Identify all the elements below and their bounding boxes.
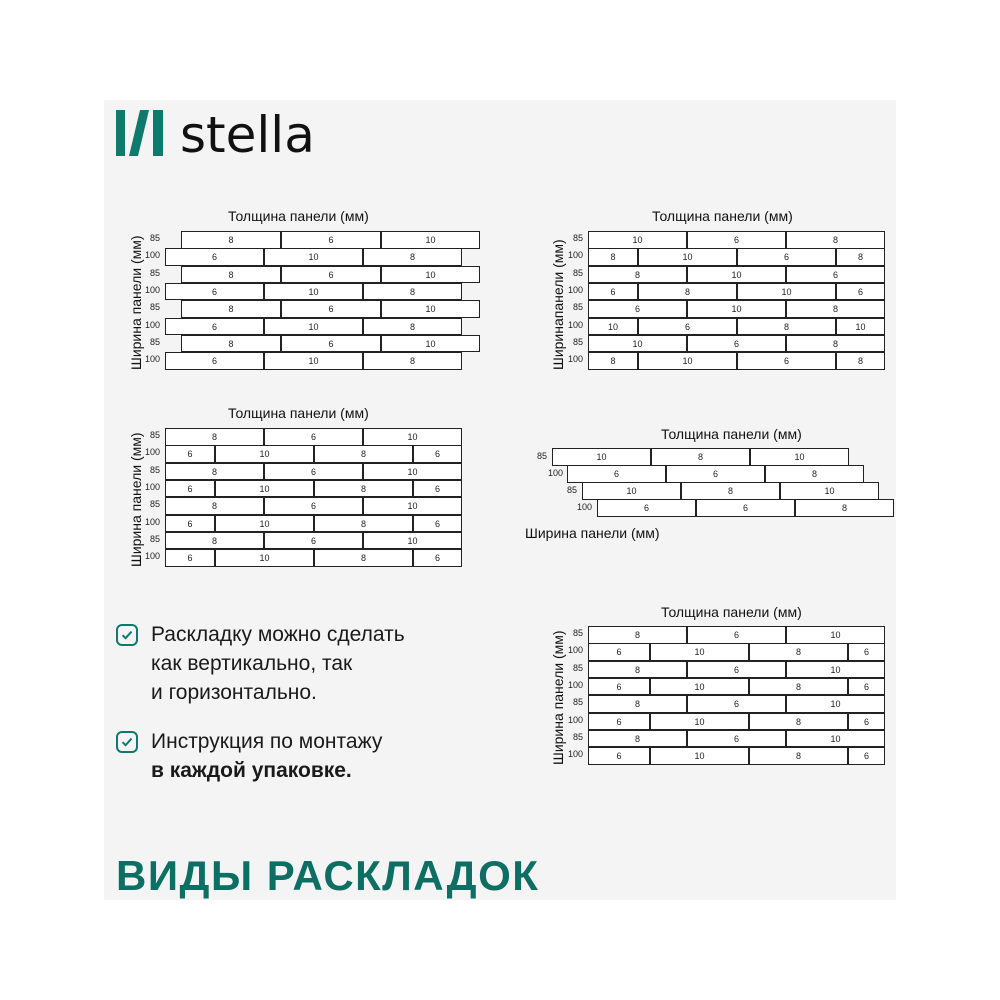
panel-cell: 10 bbox=[264, 248, 363, 266]
diagram-side-label: Ширинапанели (мм) bbox=[550, 239, 566, 370]
panel-cell: 10 bbox=[582, 482, 681, 500]
row-width-label: 85 bbox=[149, 302, 160, 313]
panel-cell: 8 bbox=[165, 532, 264, 550]
panel-cell: 8 bbox=[181, 266, 281, 284]
panel-cell: 10 bbox=[650, 643, 749, 661]
diagram-side-label: Ширина панели (мм) bbox=[525, 525, 660, 541]
panel-cell: 6 bbox=[687, 335, 786, 353]
diagram-title: Толщина панели (мм) bbox=[652, 208, 793, 224]
panel-cell: 8 bbox=[737, 318, 836, 336]
panel-cell: 10 bbox=[588, 231, 687, 249]
panel-cell: 10 bbox=[215, 480, 314, 498]
row-width-label: 100 bbox=[567, 319, 583, 330]
panel-cell: 10 bbox=[836, 318, 885, 336]
panel-cell: 6 bbox=[413, 480, 462, 498]
panel-cell: 6 bbox=[687, 695, 786, 713]
panel-cell: 8 bbox=[363, 283, 462, 301]
panel-cell: 6 bbox=[588, 300, 687, 318]
panel-cell: 6 bbox=[264, 463, 363, 481]
panel-cell: 6 bbox=[165, 318, 264, 336]
footer-title: ВИДЫ РАСКЛАДОК bbox=[116, 852, 540, 899]
panel-cell: 10 bbox=[363, 532, 462, 550]
feature-bold-line: в каждой упаковке. bbox=[151, 759, 352, 782]
panel-cell: 8 bbox=[165, 463, 264, 481]
panel-cell: 8 bbox=[588, 730, 687, 748]
panel-cell: 10 bbox=[264, 283, 363, 301]
diagram-title: Толщина панели (мм) bbox=[661, 426, 802, 442]
panel-cell: 6 bbox=[696, 499, 795, 517]
panel-cell: 10 bbox=[381, 266, 480, 284]
panel-cell: 10 bbox=[650, 678, 749, 696]
row-width-label: 85 bbox=[572, 731, 583, 742]
panel-cell: 6 bbox=[687, 231, 786, 249]
row-width-label: 100 bbox=[144, 284, 160, 295]
row-width-label: 100 bbox=[576, 502, 592, 512]
panel-cell: 10 bbox=[588, 335, 687, 353]
row-width-label: 100 bbox=[144, 250, 160, 261]
panel-cell: 8 bbox=[588, 266, 687, 284]
panel-cell: 8 bbox=[314, 445, 413, 463]
panel-cell: 6 bbox=[281, 335, 381, 353]
panel-cell: 8 bbox=[363, 352, 462, 370]
panel-cell: 8 bbox=[681, 482, 780, 500]
panel-cell: 10 bbox=[363, 463, 462, 481]
panel-cell: 10 bbox=[786, 730, 885, 748]
row-width-label: 85 bbox=[536, 451, 547, 461]
panel-cell: 8 bbox=[786, 231, 885, 249]
row-width-label: 85 bbox=[149, 430, 160, 440]
feature-line: и горизонтально. bbox=[151, 681, 317, 704]
row-width-label: 85 bbox=[149, 499, 160, 510]
checkmark-icon bbox=[116, 624, 138, 646]
panel-cell: 10 bbox=[786, 661, 885, 679]
panel-cell: 6 bbox=[737, 248, 836, 266]
panel-cell: 6 bbox=[413, 515, 462, 533]
panel-cell: 10 bbox=[737, 283, 836, 301]
panel-cell: 8 bbox=[765, 465, 864, 483]
stella-logo bbox=[116, 106, 315, 164]
panel-cell: 10 bbox=[650, 747, 749, 765]
panel-cell: 6 bbox=[165, 248, 264, 266]
panel-cell: 6 bbox=[666, 465, 765, 483]
panel-cell: 10 bbox=[786, 695, 885, 713]
row-width-label: 85 bbox=[149, 533, 160, 544]
panel-cell: 10 bbox=[363, 497, 462, 515]
panel-cell: 6 bbox=[687, 661, 786, 679]
row-width-label: 85 bbox=[566, 485, 577, 495]
panel-cell: 6 bbox=[588, 747, 650, 765]
diagram-side-label: Ширина панели (мм) bbox=[550, 630, 566, 765]
panel-cell: 8 bbox=[165, 428, 264, 446]
panel-cell: 6 bbox=[588, 678, 650, 696]
feature-line: Раскладку можно сделать bbox=[151, 623, 405, 646]
panel-cell: 10 bbox=[215, 549, 314, 567]
brand-name: stella bbox=[180, 106, 315, 164]
panel-cell: 6 bbox=[848, 713, 885, 731]
feature-item-layout bbox=[116, 620, 496, 710]
panel-cell: 10 bbox=[381, 231, 480, 249]
panel-cell: 6 bbox=[165, 515, 215, 533]
checkmark-icon bbox=[116, 731, 138, 753]
panel-cell: 6 bbox=[588, 283, 638, 301]
panel-cell: 8 bbox=[836, 248, 885, 266]
panel-cell: 10 bbox=[381, 335, 480, 353]
panel-cell: 6 bbox=[165, 445, 215, 463]
panel-cell: 10 bbox=[638, 248, 737, 266]
panel-cell: 10 bbox=[687, 266, 786, 284]
panel-cell: 6 bbox=[281, 231, 381, 249]
row-width-label: 100 bbox=[144, 516, 160, 527]
panel-cell: 8 bbox=[181, 335, 281, 353]
panel-cell: 8 bbox=[749, 713, 848, 731]
panel-cell: 6 bbox=[413, 549, 462, 567]
panel-cell: 10 bbox=[650, 713, 749, 731]
panel-cell: 10 bbox=[786, 626, 885, 644]
panel-cell: 6 bbox=[848, 643, 885, 661]
panel-cell: 6 bbox=[848, 678, 885, 696]
panel-cell: 8 bbox=[786, 335, 885, 353]
row-width-label: 85 bbox=[572, 336, 583, 347]
panel-cell: 6 bbox=[687, 730, 786, 748]
panel-cell: 6 bbox=[165, 480, 215, 498]
row-width-label: 100 bbox=[567, 284, 583, 295]
panel-cell: 6 bbox=[165, 352, 264, 370]
feature-line: как вертикально, так bbox=[151, 652, 353, 675]
panel-cell: 10 bbox=[552, 448, 651, 466]
row-width-label: 85 bbox=[572, 302, 583, 313]
row-width-label: 85 bbox=[572, 233, 583, 243]
panel-cell: 6 bbox=[264, 428, 363, 446]
row-width-label: 100 bbox=[567, 749, 583, 760]
panel-cell: 10 bbox=[588, 318, 638, 336]
feature-text-instructions bbox=[151, 727, 382, 785]
panel-cell: 6 bbox=[687, 626, 786, 644]
panel-cell: 6 bbox=[786, 266, 885, 284]
panel-cell: 8 bbox=[314, 480, 413, 498]
row-width-label: 100 bbox=[144, 551, 160, 562]
panel-cell: 10 bbox=[750, 448, 849, 466]
panel-cell: 6 bbox=[567, 465, 666, 483]
panel-cell: 8 bbox=[588, 661, 687, 679]
row-width-label: 85 bbox=[149, 267, 160, 278]
row-width-label: 85 bbox=[572, 697, 583, 708]
panel-cell: 8 bbox=[314, 515, 413, 533]
panel-cell: 10 bbox=[638, 352, 737, 370]
panel-cell: 6 bbox=[264, 532, 363, 550]
panel-cell: 8 bbox=[588, 248, 638, 266]
row-width-label: 85 bbox=[149, 233, 160, 243]
panel-cell: 6 bbox=[588, 643, 650, 661]
panel-cell: 6 bbox=[588, 713, 650, 731]
panel-cell: 8 bbox=[363, 318, 462, 336]
panel-cell: 8 bbox=[836, 352, 885, 370]
panel-cell: 6 bbox=[281, 300, 381, 318]
stella-logo-mark-icon bbox=[116, 108, 168, 158]
panel-cell: 8 bbox=[588, 352, 638, 370]
row-width-label: 100 bbox=[144, 354, 160, 365]
diagram-title: Толщина панели (мм) bbox=[228, 405, 369, 421]
panel-cell: 10 bbox=[381, 300, 480, 318]
diagram-title: Толщина панели (мм) bbox=[228, 208, 369, 224]
feature-item-instructions bbox=[116, 727, 496, 787]
panel-cell: 10 bbox=[215, 515, 314, 533]
row-width-label: 100 bbox=[547, 468, 563, 478]
panel-cell: 8 bbox=[795, 499, 894, 517]
panel-cell: 8 bbox=[588, 695, 687, 713]
panel-cell: 10 bbox=[687, 300, 786, 318]
panel-cell: 8 bbox=[181, 231, 281, 249]
panel-cell: 8 bbox=[363, 248, 462, 266]
row-width-label: 100 bbox=[567, 250, 583, 261]
panel-cell: 6 bbox=[737, 352, 836, 370]
row-width-label: 100 bbox=[567, 679, 583, 690]
panel-cell: 8 bbox=[651, 448, 750, 466]
diagram-side-label: Ширина панели (мм) bbox=[128, 432, 144, 567]
panel-cell: 8 bbox=[165, 497, 264, 515]
panel-cell: 6 bbox=[413, 445, 462, 463]
row-width-label: 100 bbox=[144, 447, 160, 458]
panel-cell: 6 bbox=[165, 549, 215, 567]
row-width-label: 100 bbox=[567, 645, 583, 656]
row-width-label: 85 bbox=[149, 464, 160, 475]
panel-cell: 6 bbox=[597, 499, 696, 517]
diagram-title: Толщина панели (мм) bbox=[661, 604, 802, 620]
row-width-label: 100 bbox=[144, 319, 160, 330]
panel-cell: 6 bbox=[638, 318, 737, 336]
panel-cell: 8 bbox=[749, 678, 848, 696]
feature-line: Инструкция по монтажу bbox=[151, 730, 383, 753]
panel-cell: 6 bbox=[836, 283, 885, 301]
panel-cell: 10 bbox=[215, 445, 314, 463]
panel-cell: 6 bbox=[264, 497, 363, 515]
panel-cell: 6 bbox=[165, 283, 264, 301]
panel-cell: 8 bbox=[314, 549, 413, 567]
panel-cell: 8 bbox=[749, 643, 848, 661]
feature-text-layout bbox=[151, 620, 405, 707]
row-width-label: 85 bbox=[572, 628, 583, 638]
panel-cell: 8 bbox=[638, 283, 737, 301]
panel-cell: 8 bbox=[181, 300, 281, 318]
row-width-label: 85 bbox=[149, 336, 160, 347]
panel-cell: 8 bbox=[749, 747, 848, 765]
panel-cell: 6 bbox=[281, 266, 381, 284]
panel-cell: 8 bbox=[786, 300, 885, 318]
row-width-label: 100 bbox=[567, 714, 583, 725]
row-width-label: 100 bbox=[567, 354, 583, 365]
row-width-label: 85 bbox=[572, 662, 583, 673]
panel-cell: 10 bbox=[363, 428, 462, 446]
panel-cell: 10 bbox=[780, 482, 879, 500]
panel-cell: 10 bbox=[264, 352, 363, 370]
panel-cell: 8 bbox=[588, 626, 687, 644]
diagram-side-label: Ширина панели (мм) bbox=[128, 235, 144, 370]
panel-cell: 6 bbox=[848, 747, 885, 765]
row-width-label: 100 bbox=[144, 481, 160, 492]
panel-cell: 10 bbox=[264, 318, 363, 336]
row-width-label: 85 bbox=[572, 267, 583, 278]
